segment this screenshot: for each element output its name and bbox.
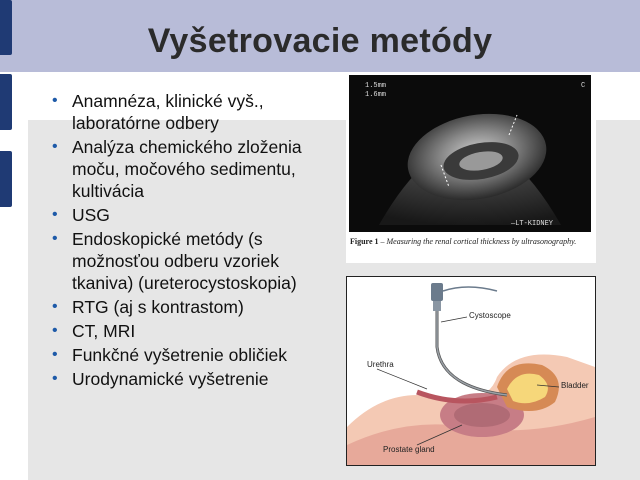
bullet-icon: • bbox=[52, 138, 58, 155]
list-item bbox=[46, 320, 322, 342]
decorative-tab-2 bbox=[0, 74, 12, 130]
list-item bbox=[46, 296, 322, 318]
bullet-text: Funkčné vyšetrenie obličiek bbox=[72, 345, 287, 365]
ultrasound-overlay-corner: C bbox=[581, 82, 586, 90]
bullet-text: USG bbox=[72, 205, 110, 225]
ultrasound-figure bbox=[346, 73, 596, 263]
caption-figure-number: Figure 1 bbox=[350, 237, 379, 246]
caption-text: – Measuring the renal cortical thickness by ultrasonography. bbox=[378, 237, 577, 246]
bullet-text: Urodynamické vyšetrenie bbox=[72, 369, 269, 389]
bullet-text: Analýza chemického zloženia moču, močového sedimentu, kultivácia bbox=[72, 137, 302, 201]
bullet-icon: • bbox=[52, 206, 58, 223]
bullet-icon: • bbox=[52, 298, 58, 315]
ultrasound-overlay-1: 1.5mm bbox=[365, 82, 387, 90]
bullet-icon: • bbox=[52, 346, 58, 363]
bullet-list bbox=[46, 90, 322, 392]
list-item bbox=[46, 344, 322, 366]
ultrasound-image bbox=[349, 75, 591, 232]
ultrasound-overlay-2: 1.6mm bbox=[365, 91, 387, 99]
bullet-text: CT, MRI bbox=[72, 321, 136, 341]
ultrasound-caption bbox=[350, 236, 594, 247]
list-item bbox=[46, 228, 322, 294]
list-item bbox=[46, 90, 322, 134]
label-bladder: Bladder bbox=[561, 381, 589, 390]
label-cystoscope: Cystoscope bbox=[469, 311, 511, 320]
bullet-text: RTG (aj s kontrastom) bbox=[72, 297, 244, 317]
bullet-icon: • bbox=[52, 230, 58, 247]
ultrasound-scan-graphic bbox=[349, 75, 591, 232]
list-item bbox=[46, 204, 322, 226]
list-item bbox=[46, 368, 322, 390]
bullet-text: Endoskopické metódy (s možnosťou odberu vzoriek tkaniva) (ureterocystoskopia) bbox=[72, 229, 297, 293]
slide-title: Vyšetrovacie metódy bbox=[147, 22, 493, 60]
cystoscopy-illustration bbox=[347, 277, 595, 465]
label-prostate: Prostate gland bbox=[383, 445, 435, 454]
list-item bbox=[46, 136, 322, 202]
bullet-icon: • bbox=[52, 370, 58, 387]
label-urethra: Urethra bbox=[367, 360, 394, 369]
bullet-icon: • bbox=[52, 92, 58, 109]
bullet-icon: • bbox=[52, 322, 58, 339]
decorative-tab-3 bbox=[0, 151, 12, 207]
bullet-text: Anamnéza, klinické vyš., laboratórne odbery bbox=[72, 91, 264, 133]
cystoscopy-figure bbox=[346, 276, 596, 466]
ultrasound-overlay-label: —LT-KIDNEY bbox=[511, 220, 554, 228]
